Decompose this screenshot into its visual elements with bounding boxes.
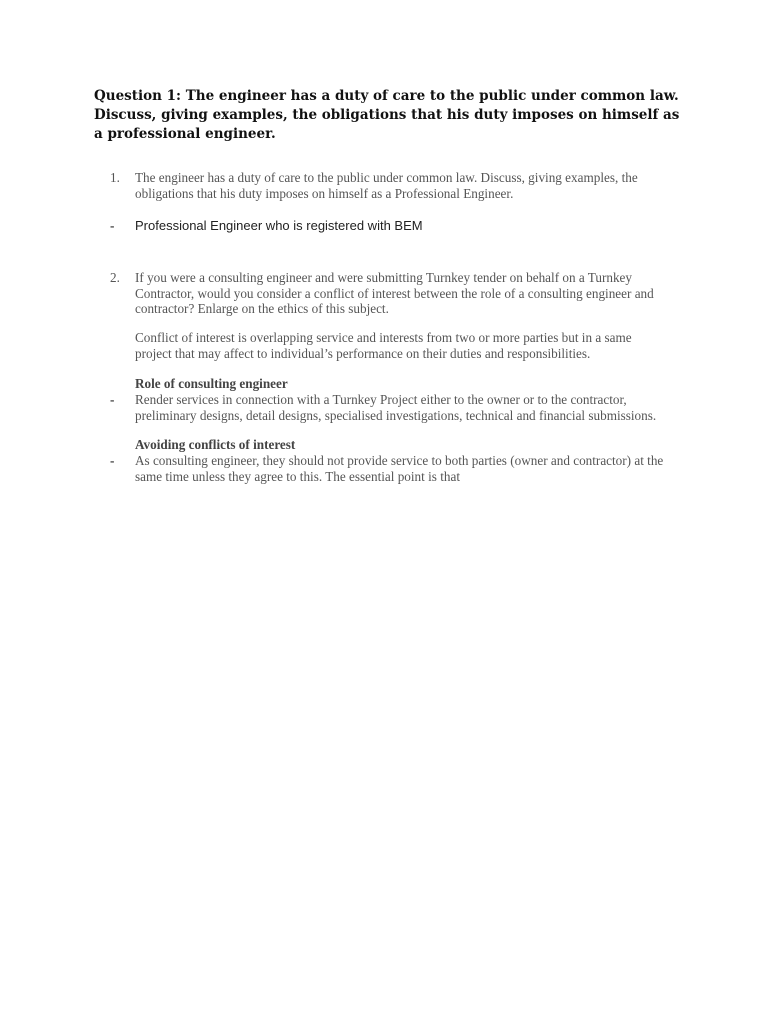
- question-2-text: If you were a consulting engineer and were submitting Turnkey tender on behalf on a Turnkey Contractor, would you consider a conflict of interest between the role of a consulting engineer and contractor? Enlarge on the ethics of this subject.: [135, 270, 654, 316]
- dash-bullet: -: [110, 392, 115, 407]
- list-number: 2.: [110, 270, 120, 285]
- role-text: Render services in connection with a Turnkey Project either to the owner or to the contractor, preliminary designs, detail designs, specialised investigations, technical and financial submissions.: [135, 392, 657, 423]
- conflict-definition: Conflict of interest is overlapping service and interests from two or more parties but in a same project that may affect to individual’s performance on their duties and responsibilities.: [135, 330, 632, 361]
- avoid-text: As consulting engineer, they should not provide service to both parties (owner and contractor) at the same time unless they agree to this. The essential point is that: [135, 453, 664, 484]
- question-2-item: [110, 270, 670, 317]
- question-1-text: The engineer has a duty of care to the public under common law. Discuss, giving examples, the obligations that his duty imposes on himself as a Professional Engineer.: [135, 170, 638, 201]
- answer-1-text: Professional Engineer who is registered with BEM: [135, 218, 423, 233]
- avoid-heading: Avoiding conflicts of interest: [135, 437, 296, 452]
- avoid-item: [110, 453, 670, 484]
- list-number: 1.: [110, 170, 120, 185]
- question-1-item: [110, 170, 670, 201]
- question-heading: Question 1: The engineer has a duty of care to the public under common law. Discuss, giving examples, the obligations that his duty imposes on himself as a professional engineer.: [94, 88, 680, 142]
- dash-bullet: -: [110, 453, 115, 468]
- role-heading: Role of consulting engineer: [135, 376, 288, 391]
- answer-1-item: [110, 218, 670, 234]
- role-item: [110, 392, 670, 423]
- dash-bullet: -: [110, 218, 115, 233]
